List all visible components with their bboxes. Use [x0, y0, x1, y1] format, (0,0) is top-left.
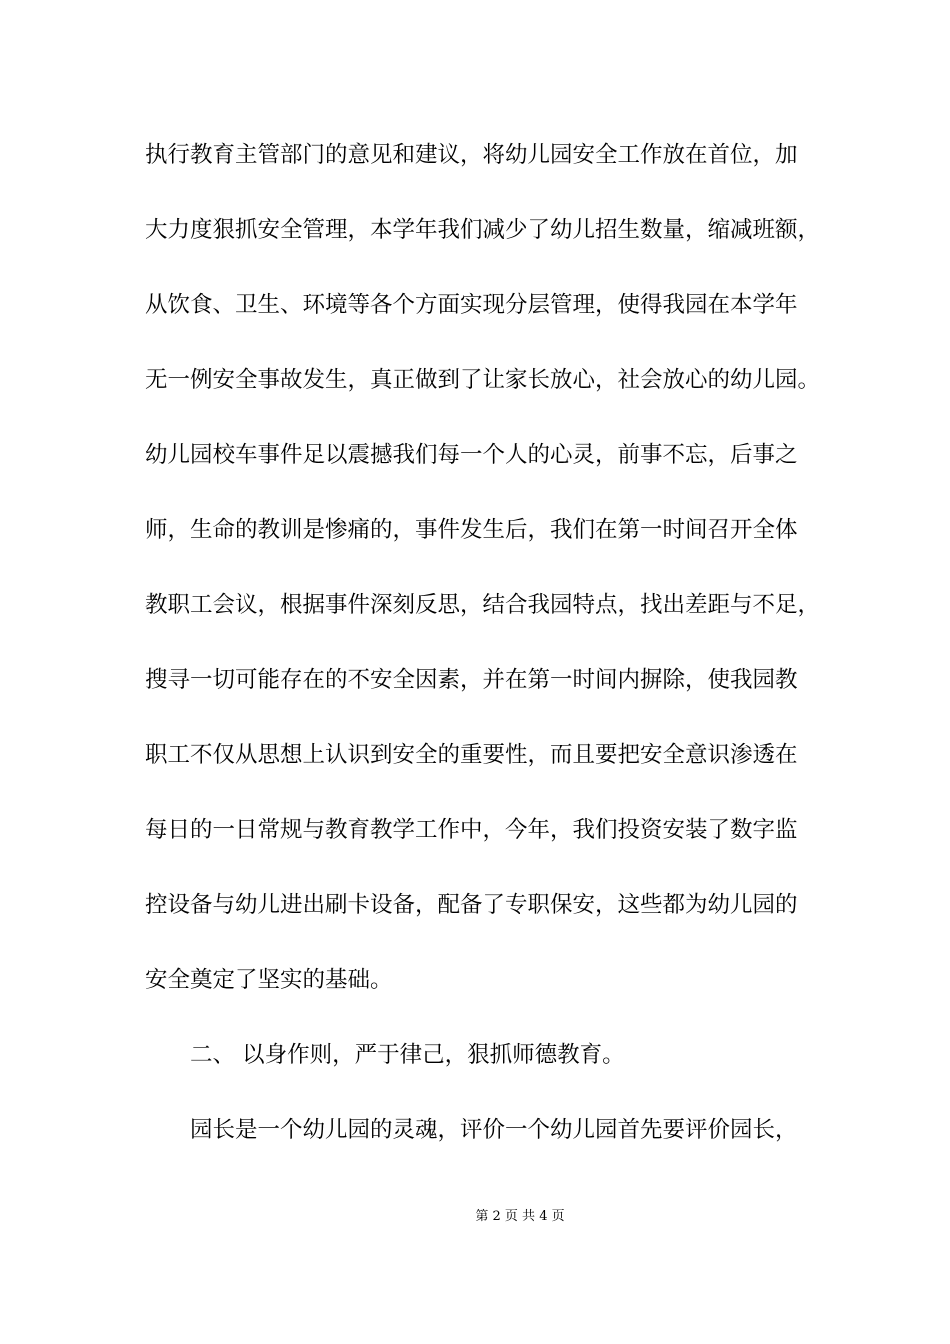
text-line: 职工不仅从思想上认识到安全的重要性，而且要把安全意识渗透在 — [145, 742, 798, 768]
text-line: 园长是一个幼儿园的灵魂，评价一个幼儿园首先要评价园长， — [190, 1117, 798, 1143]
section-heading: 二、 以身作则，严于律己，狠抓师德教育。 — [190, 1042, 625, 1068]
text-line: 幼儿园校车事件足以震撼我们每一个人的心灵，前事不忘，后事之 — [145, 442, 798, 468]
text-line: 执行教育主管部门的意见和建议，将幼儿园安全工作放在首位，加 — [145, 142, 798, 168]
text-line: 从饮食、卫生、环境等各个方面实现分层管理，使得我园在本学年 — [145, 292, 798, 318]
page-footer: 第 2 页 共 4 页 — [475, 1209, 565, 1224]
text-line: 控设备与幼儿进出刷卡设备，配备了专职保安，这些都为幼儿园的 — [145, 892, 798, 918]
text-line: 搜寻一切可能存在的不安全因素，并在第一时间内摒除，使我园教 — [145, 667, 798, 693]
text-line: 教职工会议，根据事件深刻反思，结合我园特点，找出差距与不足， — [145, 592, 821, 618]
text-line: 无一例安全事故发生，真正做到了让家长放心，社会放心的幼儿园。 — [145, 367, 821, 393]
text-line: 安全奠定了坚实的基础。 — [145, 967, 393, 993]
text-line: 每日的一日常规与教育教学工作中，今年，我们投资安装了数字监 — [145, 817, 798, 843]
text-line: 师，生命的教训是惨痛的，事件发生后，我们在第一时间召开全体 — [145, 517, 798, 543]
text-line: 大力度狠抓安全管理，本学年我们减少了幼儿招生数量，缩减班额， — [145, 217, 821, 243]
